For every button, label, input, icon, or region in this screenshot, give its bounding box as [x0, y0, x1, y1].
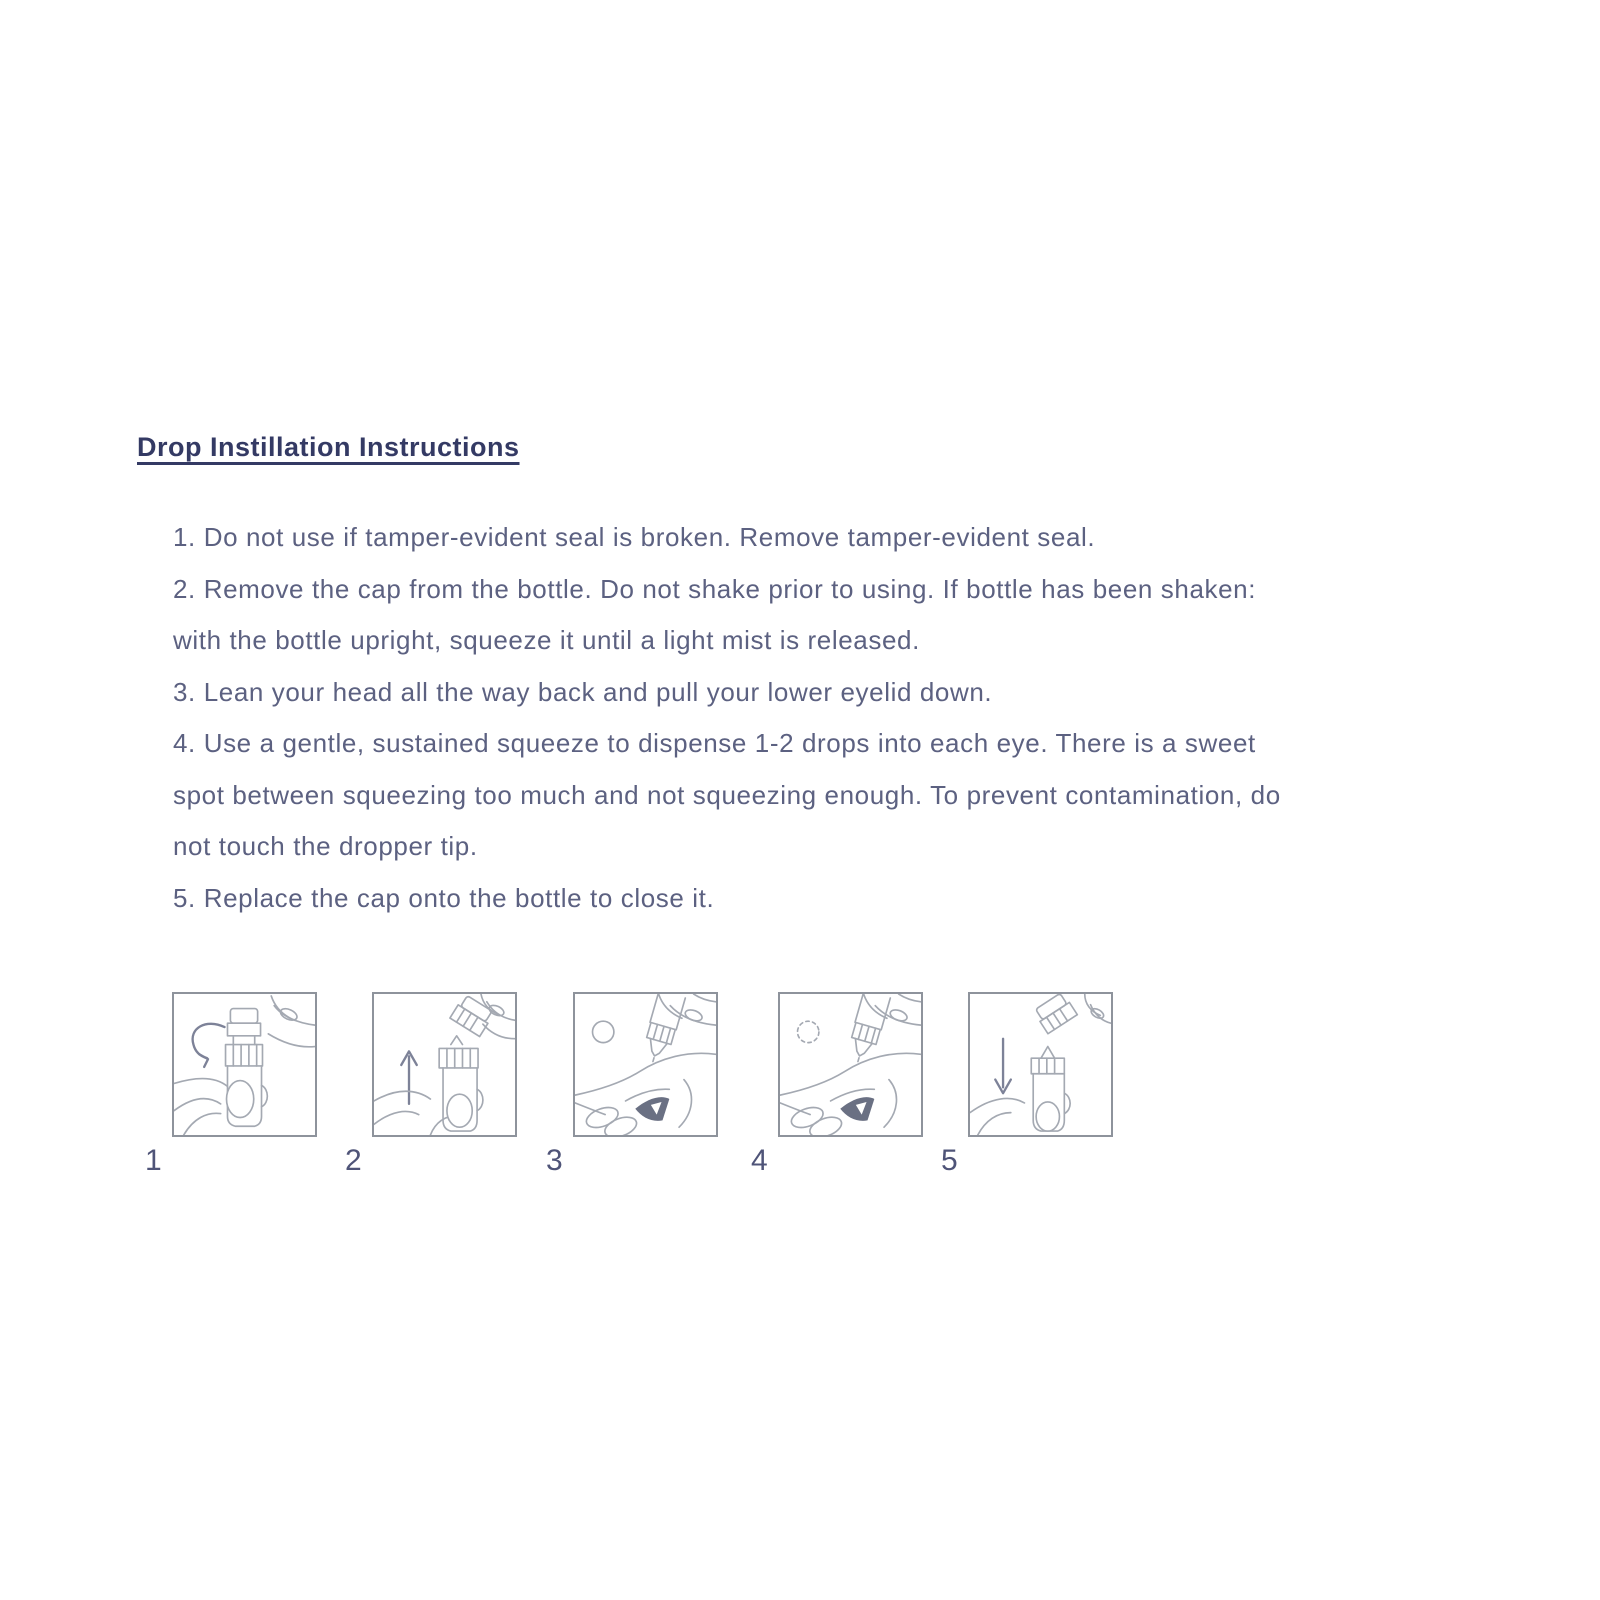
face-profile — [575, 1053, 716, 1101]
detached-cap — [1033, 994, 1077, 1034]
inverted-bottle — [845, 994, 890, 1065]
squeezing-finger — [659, 994, 716, 1025]
twist-arrow-icon — [193, 1024, 225, 1067]
holding-hand — [374, 1091, 472, 1135]
dispense-drop-into-eye-dashed-circle-illustration — [780, 994, 921, 1135]
step-2-line-2: with the bottle upright, squeeze it until a light mist is released. — [173, 625, 920, 655]
pulled-eye — [840, 1097, 874, 1121]
step-4-line-2: spot between squeezing too much and not squeezing enough. To prevent contamination, do — [173, 779, 1281, 810]
pulled-eye — [635, 1097, 669, 1121]
figure-step-5 — [941, 992, 1113, 1182]
arrow-down-icon — [995, 1039, 1011, 1093]
figure-step-1 — [145, 992, 317, 1182]
open-bottle — [439, 1036, 483, 1131]
figure-box-3 — [573, 992, 718, 1137]
figure-step-3 — [546, 992, 718, 1182]
step-5-line: 5. Replace the cap onto the bottle to close it. — [173, 882, 715, 913]
figure-number-5: 5 — [941, 1144, 959, 1177]
figure-box-5 — [968, 992, 1113, 1137]
step-4-line-1: 4. Use a gentle, sustained squeeze to dispense 1-2 drops into each eye. There is a sweet — [173, 728, 1256, 758]
figure-box-1 — [172, 992, 317, 1137]
replace-cap-arrow-down-illustration — [970, 994, 1111, 1135]
pulling-finger — [780, 1103, 844, 1135]
holding-hand — [970, 1098, 1059, 1135]
eye-highlight — [856, 1102, 867, 1115]
lift-cap-arrow-up-illustration — [374, 994, 515, 1135]
dispense-drop-into-eye-illustration — [575, 994, 716, 1135]
detached-cap — [450, 994, 495, 1036]
nose-line — [884, 1080, 896, 1128]
figure-step-2 — [345, 992, 517, 1182]
twist-cap-open-illustration — [174, 994, 315, 1135]
face-profile — [780, 1053, 921, 1101]
instruction-steps — [173, 512, 1503, 924]
bottle-with-cap — [226, 1009, 268, 1127]
figure-box-2 — [372, 992, 517, 1137]
holding-hand — [174, 1079, 254, 1135]
pinching-hand — [268, 996, 315, 1047]
step-1-line: 1. Do not use if tamper-evident seal is broken. Remove tamper-evident seal. — [173, 522, 1096, 552]
eye-highlight — [651, 1102, 662, 1115]
figure-number-4: 4 — [751, 1144, 769, 1177]
figure-step-4 — [751, 992, 923, 1182]
page-title: Drop Instillation Instructions — [137, 432, 520, 462]
step-2-line-1: 2. Remove the cap from the bottle. Do not shake prior to using. If bottle has been shaken: — [173, 573, 1257, 604]
figure-number-3: 3 — [546, 1144, 564, 1177]
pulling-finger — [575, 1103, 639, 1135]
pinching-hand — [481, 994, 515, 1039]
step-4-line-3: not touch the dropper tip. — [173, 831, 478, 861]
figure-box-4 — [778, 992, 923, 1137]
figure-number-1: 1 — [145, 1144, 163, 1177]
figure-number-2: 2 — [345, 1144, 363, 1177]
nose-line — [679, 1080, 691, 1128]
pinching-hand — [1085, 994, 1111, 1023]
inverted-bottle — [640, 994, 685, 1065]
circle-mark — [593, 1021, 614, 1042]
arrow-up-icon — [401, 1051, 417, 1104]
open-bottle — [1031, 1047, 1070, 1132]
dashed-circle-mark — [798, 1021, 819, 1042]
step-3-line: 3. Lean your head all the way back and pull your lower eyelid down. — [173, 676, 993, 707]
squeezing-finger — [864, 994, 921, 1025]
